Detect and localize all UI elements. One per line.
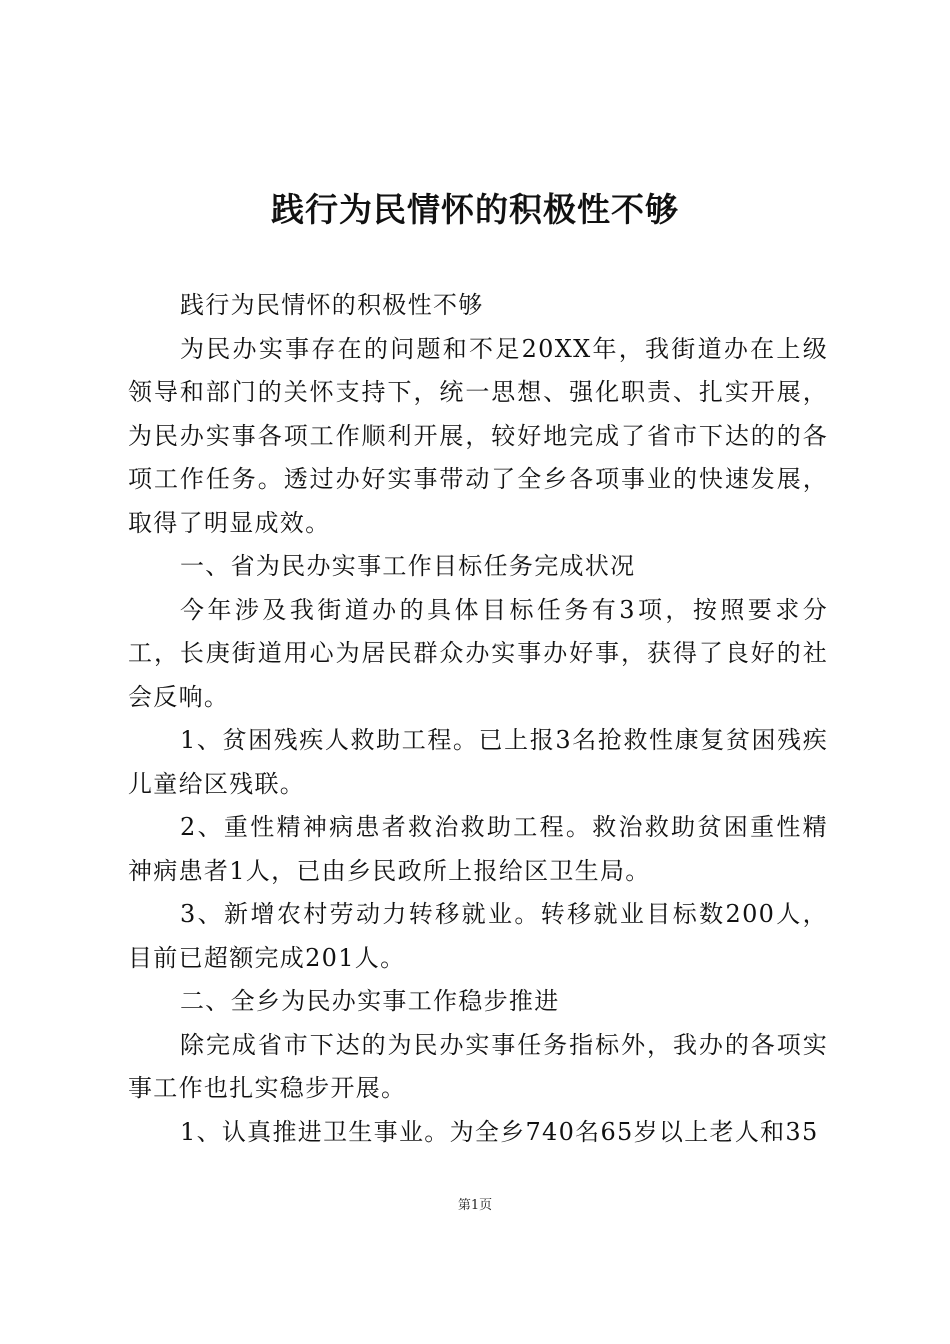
section-heading-2: 二、全乡为民办实事工作稳步推进 — [180, 987, 560, 1015]
paragraph-intro: 为民办实事存在的问题和不足20XX年，我街道办在上级领导和部门的关怀支持下，统一思想、强化职责、扎实开展，为民办实事各项工作顺利开展，较好地完成了省市下达的的各项工作任务。透过办好实事带动了全乡各项事业的快速发展，取得了明显成效。 — [128, 334, 828, 537]
list-item-health: 1、认真推进卫生事业。为全乡740名65岁以上老人和35 — [180, 1117, 819, 1146]
list-item-1: 1、贫困残疾人救助工程。已上报3名抢救性康复贫困残疾儿童给区残联。 — [128, 726, 828, 798]
list-item-3: 3、新增农村劳动力转移就业。转移就业目标数200人，目前已超额完成201人。 — [128, 900, 828, 972]
document-body — [128, 284, 828, 1154]
page-number: 第1页 — [457, 1198, 493, 1213]
document-title: 践行为民情怀的积极性不够 — [271, 190, 679, 229]
paragraph-other-tasks: 除完成省市下达的为民办实事任务指标外，我办的各项实事工作也扎实稳步开展。 — [128, 1030, 828, 1102]
section-heading-1: 一、省为民办实事工作目标任务完成状况 — [180, 552, 636, 580]
paragraph-subtitle: 践行为民情怀的积极性不够 — [180, 291, 484, 319]
list-item-2: 2、重性精神病患者救治救助工程。救治救助贫困重性精神病患者1人，已由乡民政所上报给区卫生局。 — [128, 813, 828, 885]
paragraph-targets: 今年涉及我街道办的具体目标任务有3项，按照要求分工，长庚街道用心为居民群众办实事办好事，获得了良好的社会反响。 — [128, 595, 828, 711]
